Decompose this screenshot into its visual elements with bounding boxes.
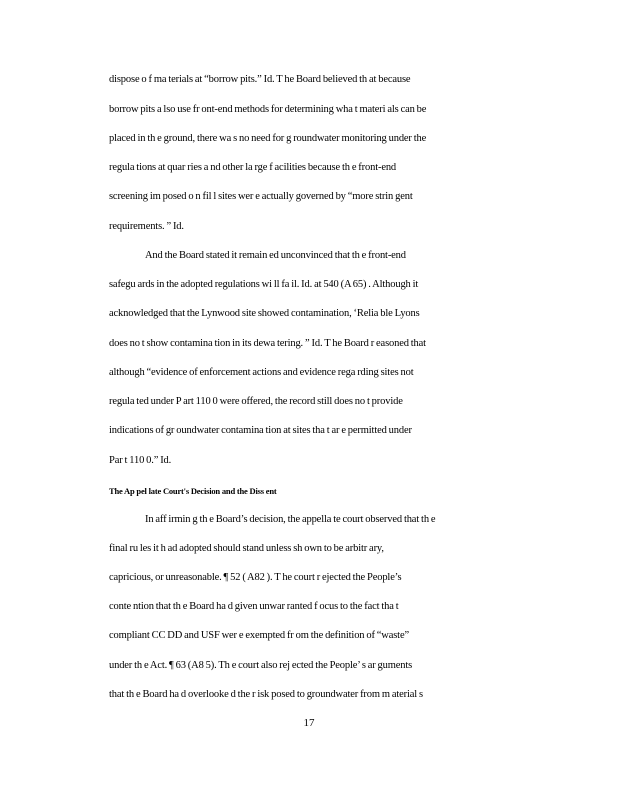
body-text-line: although “evidence of enforcement actions and evidence rega rding sites not bbox=[109, 367, 414, 378]
paragraph-first-line: In aff irmin g th e Board’s decision, the appella te court observed that th e bbox=[145, 514, 436, 525]
body-text-line: Par t 110 0.” Id. bbox=[109, 455, 172, 466]
body-text-line: placed in th e ground, there wa s no need for g roundwater monitoring under the bbox=[109, 133, 427, 144]
body-text-line: capricious, or unreasonable. ¶ 52 ( A82 ). T he court r ejected the People’s bbox=[109, 572, 402, 583]
page-number: 17 bbox=[303, 717, 315, 729]
body-text-line: acknowledged that the Lynwood site showed contamination, ‘Relia ble Lyons bbox=[109, 308, 420, 319]
paragraph-first-line: And the Board stated it remain ed unconvinced that th e front-end bbox=[145, 250, 406, 261]
body-text-line: does no t show contamina tion in its dewa tering. ” Id. T he Board r easoned that bbox=[109, 338, 426, 349]
body-text-line: borrow pits a lso use fr ont-end methods for determining wha t materi als can be bbox=[109, 104, 427, 115]
body-text-line: final ru les it h ad adopted should stand unless sh own to be arbitr ary, bbox=[109, 543, 384, 554]
body-text-line: safegu ards in the adopted regulations wi ll fa il. Id. at 540 (A 65) . Although it bbox=[109, 279, 419, 290]
body-text-line: regula tions at quar ries a nd other la rge f acilities because th e front-end bbox=[109, 162, 397, 173]
body-text-line: indications of gr oundwater contamina tion at sites tha t ar e permitted under bbox=[109, 425, 412, 436]
body-text-line: dispose o f ma terials at “borrow pits.” Id. T he Board believed th at because bbox=[109, 74, 411, 85]
body-text-line: conte ntion that th e Board ha d given unwar ranted f ocus to the fact tha t bbox=[109, 601, 399, 612]
body-text-line: screening im posed o n fil l sites wer e actually governed by “more strin gent bbox=[109, 191, 413, 202]
body-text-line: requirements. ” Id. bbox=[109, 221, 184, 232]
section-heading: The Ap pel late Court's Decision and the Diss ent bbox=[109, 486, 277, 496]
body-text-line: that th e Board ha d overlooke d the r isk posed to groundwater from m aterial s bbox=[109, 689, 423, 700]
body-text-line: under th e Act. ¶ 63 (A8 5). Th e court also rej ected the People’ s ar guments bbox=[109, 660, 413, 671]
body-text-line: regula ted under P art 110 0 were offered, the record still does no t provide bbox=[109, 396, 403, 407]
body-text-line: compliant CC DD and USF wer e exempted fr om the definition of “waste” bbox=[109, 630, 409, 641]
